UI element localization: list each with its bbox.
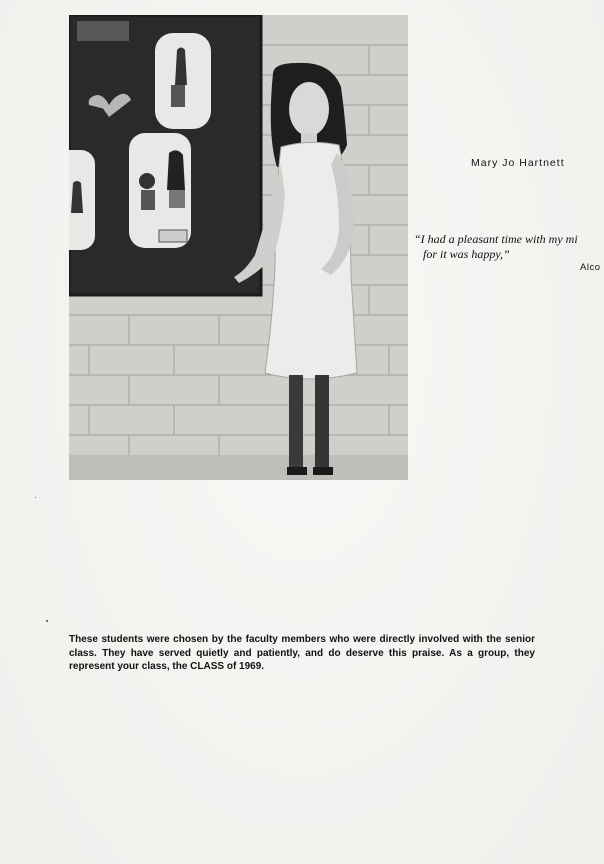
page-speck	[35, 497, 36, 498]
portrait-photo	[69, 15, 408, 480]
quote-block	[414, 232, 604, 262]
page-speck	[46, 620, 48, 622]
person-name: Mary Jo Hartnett	[471, 157, 565, 169]
quote-line-1: “I had a pleasant time with my mi	[414, 232, 578, 246]
quote-attribution: Alco	[580, 262, 601, 273]
class-caption: These students were chosen by the faculty members who were directly involved with the senior class. They have served quietly and patiently, and do deserve this praise. As a group, they represent your class, the CLASS of 1969.	[69, 634, 535, 672]
quote-line-2: for it was happy,”	[423, 247, 510, 261]
